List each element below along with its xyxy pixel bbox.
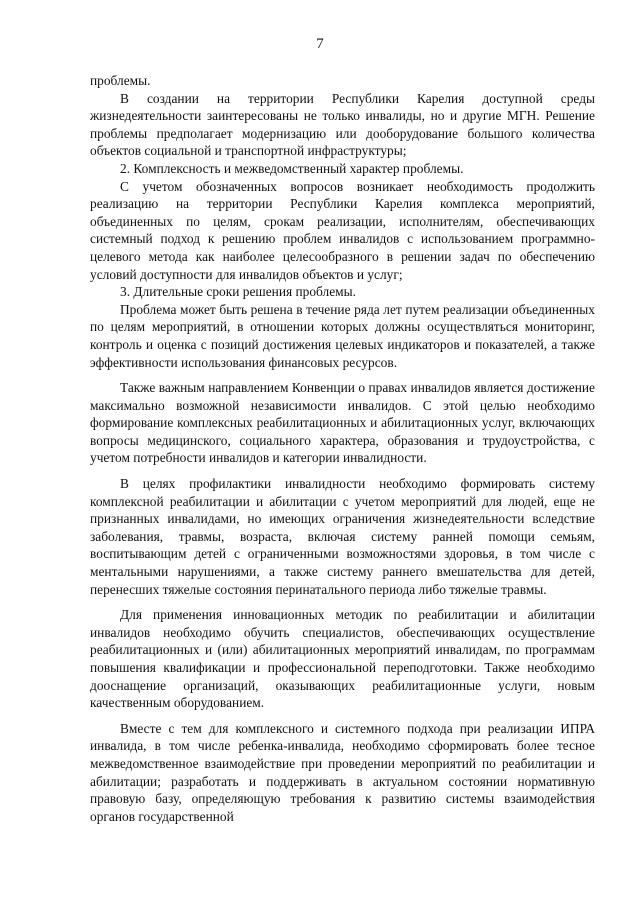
paragraph-long-term-solution: Проблема может быть решена в течение ряда лет путем реализации объединенных по целям мероприятий, в отношении которых должны осуществляться мониторинг, контроль и оценка с позиций достижения целевых индикаторов и показателей, а также эффективности использования финансовых ресурсов. [90, 301, 595, 370]
paragraph-interagency-cooperation: Вместе с тем для комплексного и системного подхода при реализации ИПРА инвалида, в том числе ребенка-инвалида, необходимо сформировать более тесное межведомственное взаимодействие при проведении мероприятий по реабилитации и абилитации; разработать и поддерживать в актуальном состоянии нормативную правовую базу, определяющую требования к развитию системы взаимодействия органов государственной [90, 720, 595, 824]
paragraph-specialist-training: Для применения инновационных методик по реабилитации и абилитации инвалидов необходимо обучить специалистов, обеспечивающих осуществление реабилитационных и (или) абилитационных мероприятий инвалидам, по программам повышения квалификации и профессиональной переподготовки. Также необходимо дооснащение организаций, оказывающих реабилитационные услуги, новым качественным оборудованием. [90, 607, 595, 711]
document-body [90, 72, 595, 825]
paragraph-item-3-heading: 3. Длительные сроки решения проблемы. [120, 284, 356, 300]
paragraph-program-necessity: С учетом обозначенных вопросов возникает необходимость продолжить реализацию на территории Республики Карелия комплекса мероприятий, объединенных по целям, срокам реализации, исполнителям, обеспечивающих системный подход к решению проблем инвалидов с использованием программно-целевого метода как наиболее целесообразного в решении задач по обеспечению условий доступности для инвалидов объектов и услуг; [90, 178, 595, 282]
paragraph-continuation: проблемы. [90, 73, 151, 88]
paragraph-convention-independence: Также важным направлением Конвенции о правах инвалидов является достижение максимально возможной независимости инвалидов. С этой целью необходимо формирование комплексных реабилитационных и абилитационных услуг, включающих вопросы медицинского, социального характера, образования и трудоустройства, с учетом потребности инвалидов и категории инвалидности. [90, 380, 595, 466]
paragraph-accessible-environment: В создании на территории Республики Карелия доступной среды жизнедеятельности заинтересованы не только инвалиды, но и другие МГН. Решение проблемы предполагает модернизацию или дооборудование большого количества объектов социальной и транспортной инфраструктуры; [90, 90, 595, 159]
page-number: 7 [316, 36, 324, 52]
paragraph-item-2-heading: 2. Комплексность и межведомственный характер проблемы. [120, 160, 464, 176]
paragraph-disability-prevention: В целях профилактики инвалидности необходимо формировать систему комплексной реабилитации и абилитации с учетом мероприятий для людей, еще не признанных инвалидами, но имеющих ограничения жизнедеятельности вследствие заболевания, травмы, возраста, включая систему ранней помощи семьям, воспитывающим детей с ограниченными возможностями здоровья, в том числе с ментальными нарушениями, а также систему раннего вмешательства для детей, перенесших тяжелые состояния перинатального периода либо тяжелые травмы. [90, 476, 595, 597]
